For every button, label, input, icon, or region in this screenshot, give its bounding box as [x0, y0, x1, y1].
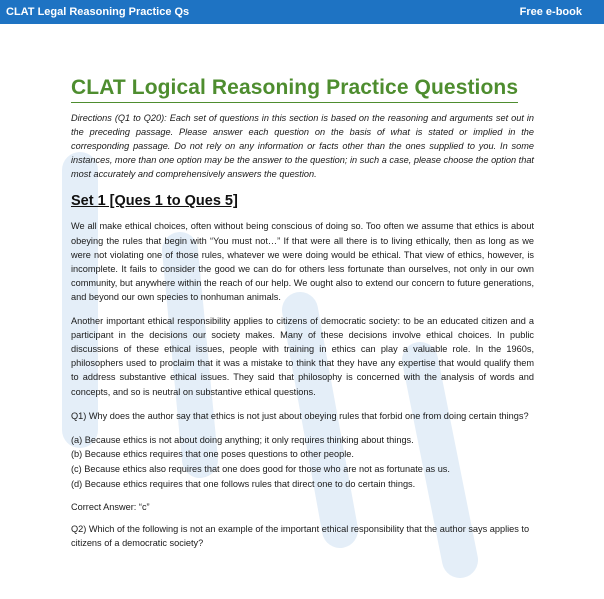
question-2: Q2) Which of the following is not an example of the important ethical responsibility that the author says applies to citizens of a democratic society?	[71, 523, 530, 548]
document-title: CLAT Logical Reasoning Practice Questions	[71, 76, 518, 103]
free-ebook-label: Free e-book	[519, 6, 582, 18]
passage-paragraph: We all make ethical choices, often without being conscious of doing so. Too often we assume that ethics is about obeying the rules that begin with “You must not…” If that were all there is to living ethically, then as long as we were not violating one of those rules, whatever we were doing would be ethical. That view of ethics, however, is incomplete. It fails to consider the good we can do for others less fortunate than ourselves, not only in our own community, but anywhere within the reach of our help. We ought also to extend our concern to future generations, and beyond our own species to nonhuman animals.	[71, 221, 534, 302]
option-item: (b) Because ethics requires that one poses questions to other people.	[71, 449, 354, 460]
directions-text: Directions (Q1 to Q20): Each set of questions in this section is based on the reasoning and arguments set out in the preceding passage. Please answer each question on the basis of what is stated or implied in the corresponding passage. Do not rely on any information or facts other than the ones supplied to you. In some instances, more than one option may be the answer to the question; in such a case, please choose the option that most accurately and comprehensively answers the question.	[71, 113, 534, 180]
correct-answer: Correct Answer: “c”	[71, 501, 150, 512]
option-item: (c) Because ethics also requires that one does good for those who are not as fortunate as us.	[71, 464, 450, 475]
header-title: CLAT Legal Reasoning Practice Qs	[6, 6, 190, 18]
set-heading: Set 1 [Ques 1 to Ques 5]	[71, 193, 238, 210]
question-1-options	[71, 433, 534, 492]
document-body	[71, 24, 534, 550]
option-item: (a) Because ethics is not about doing anything; it only requires thinking about things.	[71, 434, 414, 445]
passage-paragraph: Another important ethical responsibility applies to citizens of democratic society: to be an educated citizen and a participant in the decisions our society makes. Many of these decisions involve ethical choices. In public discussions of these ethical issues, people with training in ethics can play a valuable role. In the 1960s, philosophers used to proclaim that it was a mistake to think that they have any expertise that would qualify them to address substantive ethical issues. They said that philosophy is concerned with the analysis of words and concepts, and so is neutral on substantive ethical questions.	[71, 316, 534, 397]
option-item: (d) Because ethics requires that one follows rules that direct one to do certain things.	[71, 479, 416, 490]
header-bar	[0, 0, 604, 24]
question-1: Q1) Why does the author say that ethics is not just about obeying rules that forbid one from doing certain things?	[71, 410, 529, 421]
